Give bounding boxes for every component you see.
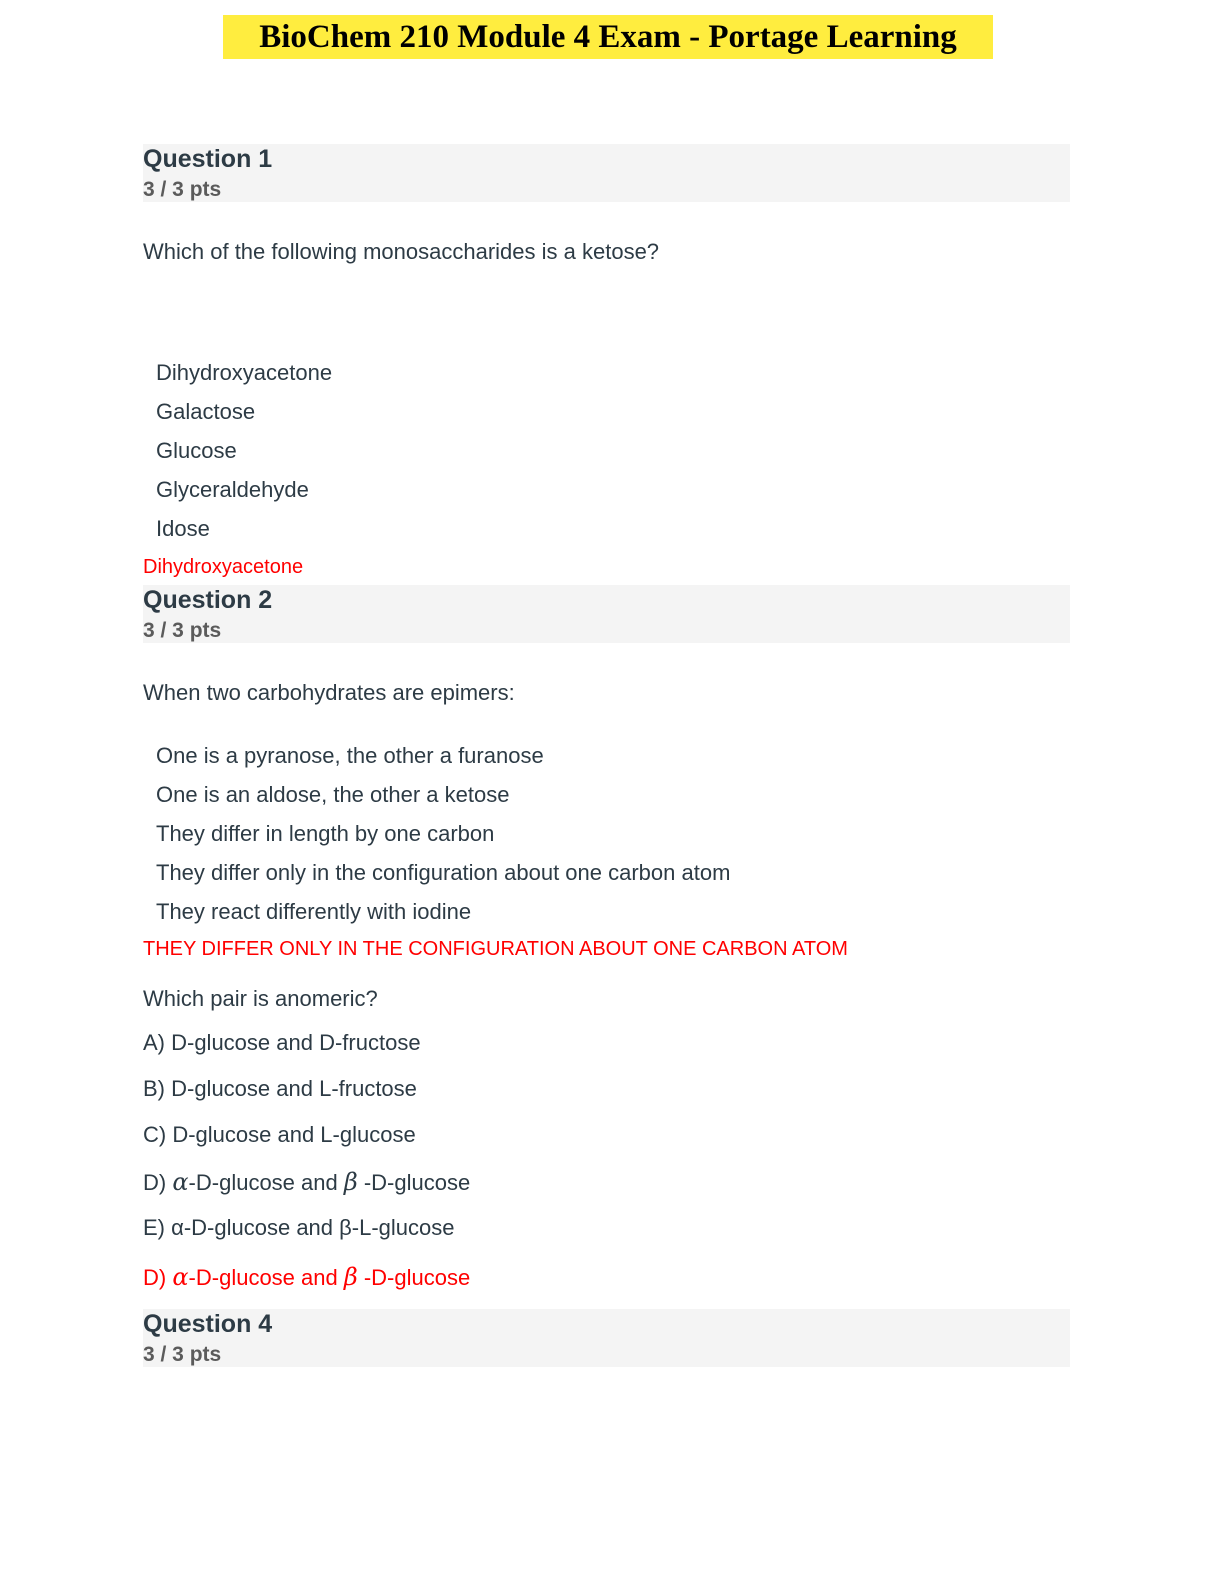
question-2-title: Question 2	[143, 586, 273, 614]
document-title: BioChem 210 Module 4 Exam - Portage Learning	[223, 15, 993, 59]
question-3-answer	[143, 1263, 470, 1291]
question-2-prompt: When two carbohydrates are epimers:	[143, 680, 515, 705]
question-1-points: 3 / 3 pts	[143, 178, 222, 201]
answer-suffix: -D-glucose	[357, 1265, 471, 1290]
question-3-option-e: E) α-D-glucose and β-L-glucose	[143, 1215, 455, 1240]
question-1-option-1: Dihydroxyacetone	[156, 360, 333, 385]
question-1-option-3: Glucose	[156, 438, 237, 463]
question-4-header	[143, 1309, 1070, 1367]
beta-symbol: β	[343, 1263, 358, 1291]
question-2-option-5: They react differently with iodine	[156, 899, 472, 924]
question-1-header	[143, 144, 1070, 202]
question-2-answer: THEY DIFFER ONLY IN THE CONFIGURATION ABOUT ONE CARBON ATOM	[143, 938, 848, 960]
question-1-option-2: Galactose	[156, 399, 256, 424]
question-1-option-4: Glyceraldehyde	[156, 477, 309, 502]
alpha-symbol: α	[172, 1168, 189, 1196]
question-1-answer: Dihydroxyacetone	[143, 556, 304, 578]
question-4-points: 3 / 3 pts	[143, 1343, 222, 1366]
answer-prefix: D)	[143, 1265, 173, 1290]
question-3-option-a: A) D-glucose and D-fructose	[143, 1030, 421, 1055]
question-3-option-b: B) D-glucose and L-fructose	[143, 1076, 417, 1101]
question-1-title: Question 1	[143, 145, 273, 173]
option-d-prefix: D)	[143, 1170, 173, 1195]
answer-mid: -D-glucose and	[188, 1265, 344, 1290]
question-1-option-5: Idose	[156, 516, 210, 541]
question-2-option-2: One is an aldose, the other a ketose	[156, 782, 510, 807]
question-3-option-d	[143, 1168, 470, 1196]
option-d-suffix: -D-glucose	[357, 1170, 471, 1195]
question-3-option-c: C) D-glucose and L-glucose	[143, 1122, 416, 1147]
question-2-points: 3 / 3 pts	[143, 619, 222, 642]
question-3-prompt: Which pair is anomeric?	[143, 986, 378, 1011]
question-2-option-4: They differ only in the configuration about one carbon atom	[156, 860, 731, 885]
question-2-option-3: They differ in length by one carbon	[156, 821, 495, 846]
option-d-mid: -D-glucose and	[188, 1170, 344, 1195]
question-2-option-1: One is a pyranose, the other a furanose	[156, 743, 544, 768]
beta-symbol: β	[343, 1168, 358, 1196]
question-2-header	[143, 585, 1070, 643]
question-4-title: Question 4	[143, 1310, 273, 1338]
alpha-symbol: α	[172, 1263, 189, 1291]
question-1-prompt: Which of the following monosaccharides is a ketose?	[143, 239, 660, 264]
